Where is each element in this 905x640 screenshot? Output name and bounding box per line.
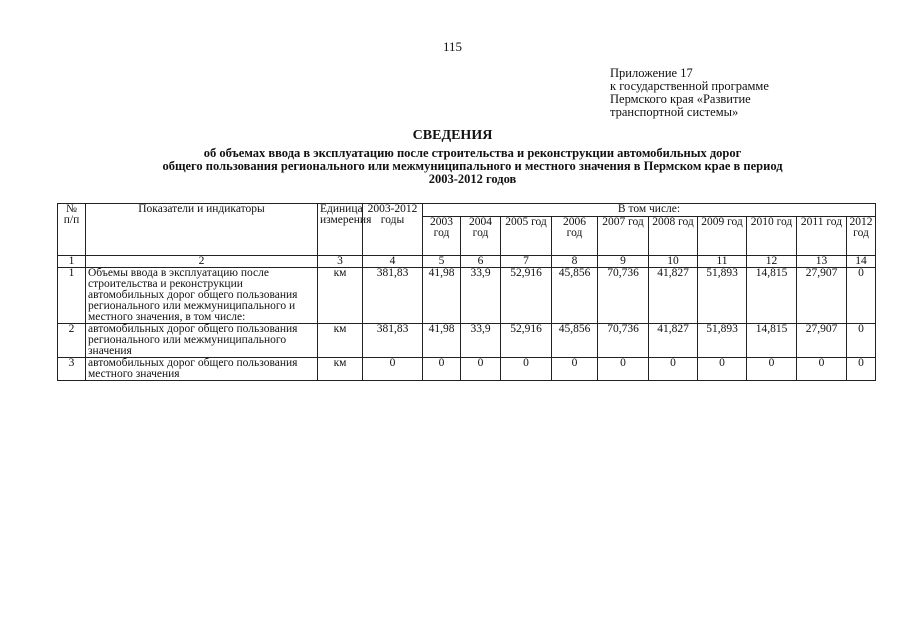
row-value: 33,9 xyxy=(461,324,501,358)
column-number-row xyxy=(58,256,876,268)
header-year: 2007 год xyxy=(598,217,649,256)
column-number: 11 xyxy=(698,256,747,268)
column-number: 7 xyxy=(501,256,552,268)
document-title: СВЕДЕНИЯ xyxy=(412,128,493,143)
row-unit: км xyxy=(318,358,363,381)
appendix-note xyxy=(610,67,769,119)
row-value: 70,736 xyxy=(598,324,649,358)
row-value: 41,827 xyxy=(649,268,698,324)
row-value: 27,907 xyxy=(797,324,847,358)
row-num: 3 xyxy=(58,358,86,381)
header-including: В том числе: xyxy=(423,204,876,217)
row-value: 0 xyxy=(461,358,501,381)
subtitle-line: 2003-2012 годов xyxy=(428,172,517,186)
column-number: 2 xyxy=(86,256,318,268)
row-total: 381,83 xyxy=(363,268,423,324)
appendix-line: транспортной системы» xyxy=(610,105,739,119)
row-total: 381,83 xyxy=(363,324,423,358)
row-value: 70,736 xyxy=(598,268,649,324)
appendix-line: Пермского края «Развитие xyxy=(610,92,751,106)
header-row xyxy=(58,204,876,217)
row-value: 0 xyxy=(847,324,876,358)
header-year: 2009 год xyxy=(698,217,747,256)
table-row xyxy=(58,324,876,358)
row-value: 0 xyxy=(698,358,747,381)
header-unit: Единица измерения xyxy=(318,204,363,256)
appendix-line: Приложение 17 xyxy=(610,66,693,80)
header-year: 2003 год xyxy=(423,217,461,256)
row-unit: км xyxy=(318,268,363,324)
row-value: 41,98 xyxy=(423,268,461,324)
row-value: 41,98 xyxy=(423,324,461,358)
header-year: 2011 год xyxy=(797,217,847,256)
column-number: 5 xyxy=(423,256,461,268)
row-indicator: автомобильных дорог общего пользования регионального или межмуниципального значения xyxy=(86,324,318,358)
row-value: 0 xyxy=(847,358,876,381)
row-value: 0 xyxy=(847,268,876,324)
row-value: 0 xyxy=(598,358,649,381)
column-number: 10 xyxy=(649,256,698,268)
row-total: 0 xyxy=(363,358,423,381)
header-num: № п/п xyxy=(58,204,86,256)
row-indicator: Объемы ввода в эксплуатацию после строительства и реконструкции автомобильных дорог общего пользования регионального или межмуниципального и местного значения, в том числе: xyxy=(86,268,318,324)
row-value: 33,9 xyxy=(461,268,501,324)
row-value: 27,907 xyxy=(797,268,847,324)
table-row xyxy=(58,268,876,324)
subtitle-line: общего пользования регионального или межмуниципального и местного значения в Пермском крае в период xyxy=(162,159,783,173)
header-year: 2006 год xyxy=(552,217,598,256)
data-table xyxy=(57,203,876,381)
row-value: 41,827 xyxy=(649,324,698,358)
subtitle-line: об объемах ввода в эксплуатацию после строительства и реконструкции автомобильных дорог xyxy=(203,146,742,160)
header-indicator: Показатели и индикаторы xyxy=(86,204,318,256)
column-number: 3 xyxy=(318,256,363,268)
row-value: 45,856 xyxy=(552,268,598,324)
row-indicator: автомобильных дорог общего пользования местного значения xyxy=(86,358,318,381)
header-year: 2010 год xyxy=(747,217,797,256)
row-num: 1 xyxy=(58,268,86,324)
header-year: 2012 год xyxy=(847,217,876,256)
row-num: 2 xyxy=(58,324,86,358)
column-number: 1 xyxy=(58,256,86,268)
appendix-line: к государственной программе xyxy=(610,79,769,93)
row-value: 52,916 xyxy=(501,324,552,358)
document-subtitle xyxy=(60,147,885,186)
column-number: 8 xyxy=(552,256,598,268)
header-year: 2005 год xyxy=(501,217,552,256)
column-number: 4 xyxy=(363,256,423,268)
row-value: 0 xyxy=(797,358,847,381)
header-total: 2003-2012 годы xyxy=(363,204,423,256)
row-value: 0 xyxy=(649,358,698,381)
header-year: 2008 год xyxy=(649,217,698,256)
header-year: 2004 год xyxy=(461,217,501,256)
page-number: 115 xyxy=(442,39,463,54)
row-value: 51,893 xyxy=(698,324,747,358)
row-value: 14,815 xyxy=(747,324,797,358)
row-unit: км xyxy=(318,324,363,358)
row-value: 52,916 xyxy=(501,268,552,324)
column-number: 6 xyxy=(461,256,501,268)
column-number: 14 xyxy=(847,256,876,268)
column-number: 13 xyxy=(797,256,847,268)
row-value: 14,815 xyxy=(747,268,797,324)
column-number: 9 xyxy=(598,256,649,268)
row-value: 0 xyxy=(552,358,598,381)
table-row xyxy=(58,358,876,381)
column-number: 12 xyxy=(747,256,797,268)
row-value: 45,856 xyxy=(552,324,598,358)
row-value: 0 xyxy=(423,358,461,381)
row-value: 51,893 xyxy=(698,268,747,324)
row-value: 0 xyxy=(501,358,552,381)
row-value: 0 xyxy=(747,358,797,381)
